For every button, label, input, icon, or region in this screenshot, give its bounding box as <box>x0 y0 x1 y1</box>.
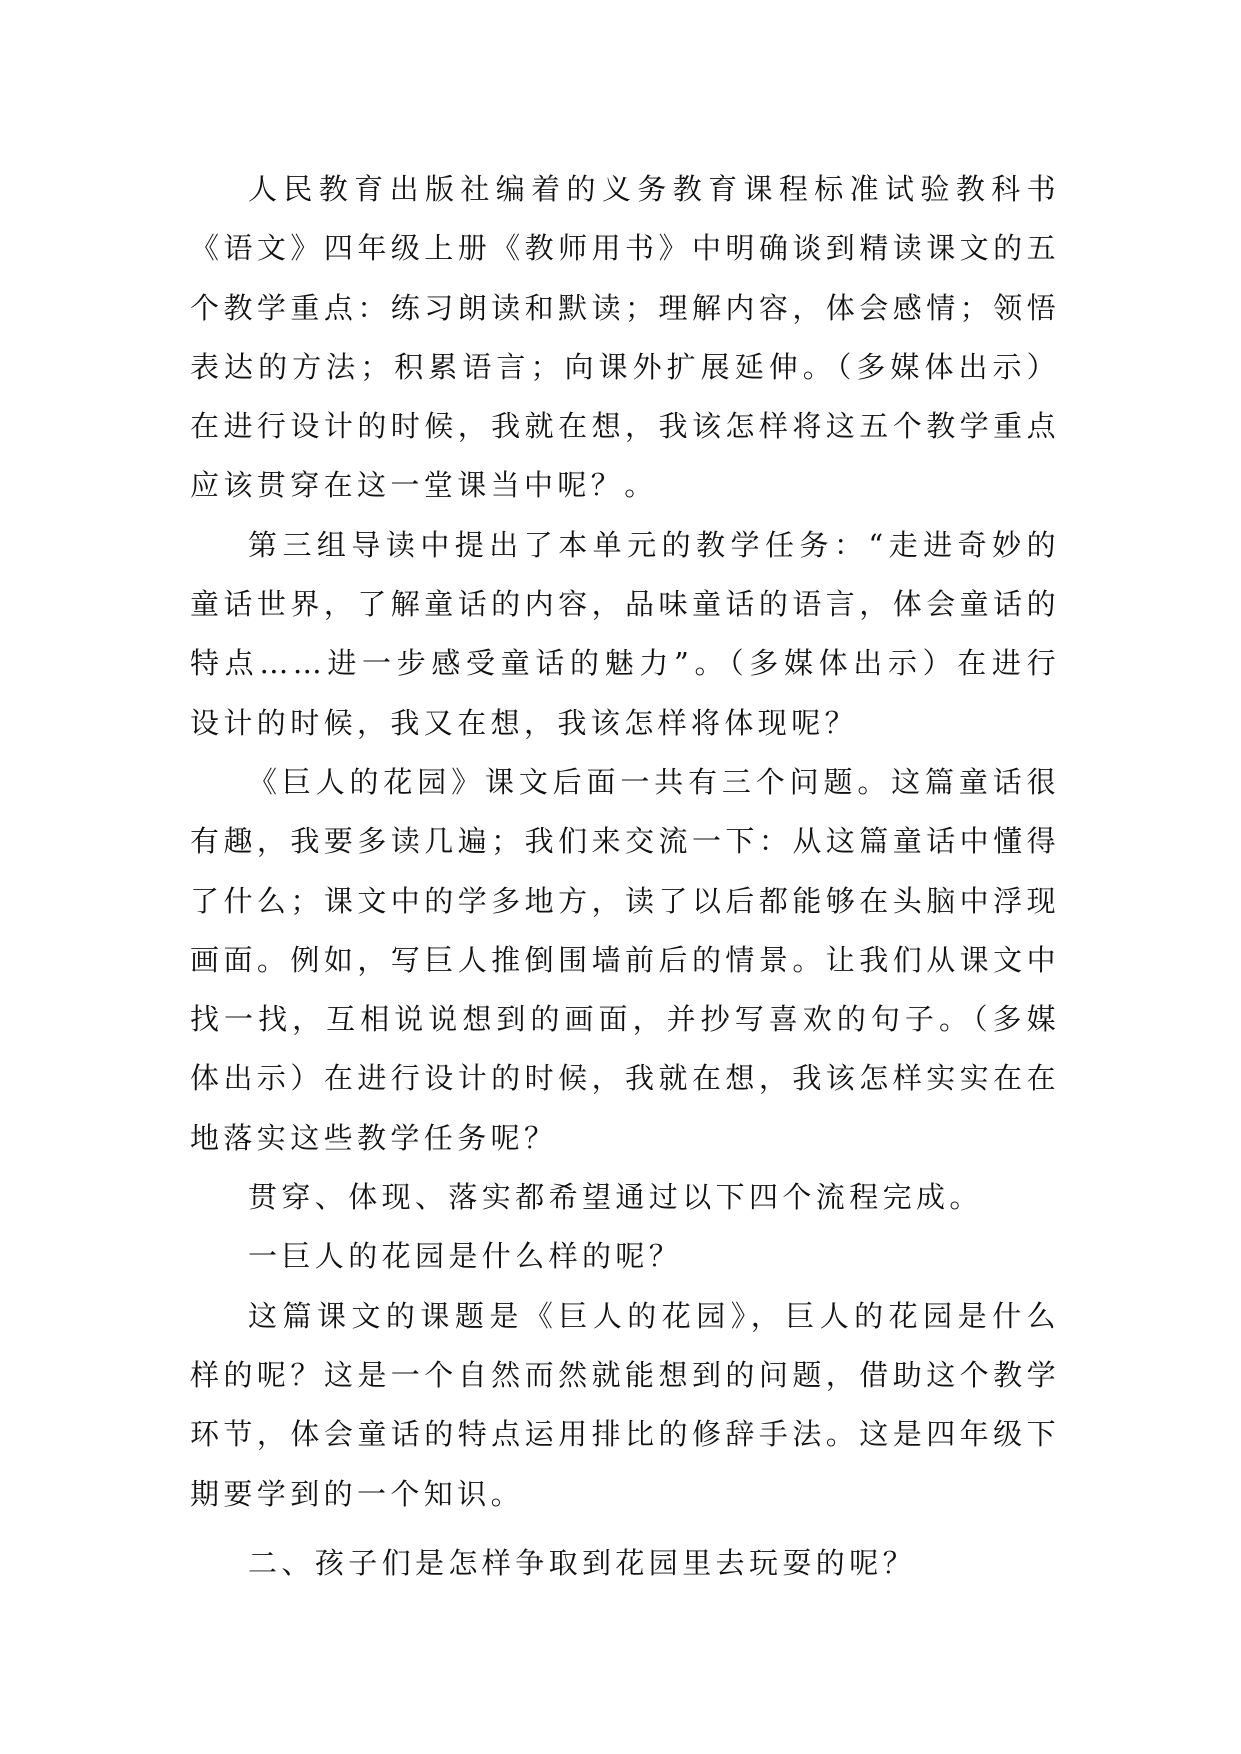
paragraph-unit-guide: 第三组导读中提出了本单元的教学任务：“走进奇妙的童话世界，了解童话的内容，品味童话的语言，体会童话的特点……进一步感受童话的魅力”。（多媒体出示）在进行设计的时候，我又在想，我该怎样将体现呢？ <box>190 527 1060 740</box>
paragraph-lesson-questions: 《巨人的花园》课文后面一共有三个问题。这篇童话很有趣，我要多读几遍；我们来交流一下：从这篇童话中懂得了什么；课文中的学多地方，读了以后都能够在头脑中浮现画面。例如，写巨人推倒围墙前后的情景。让我们从课文中找一找，互相说说想到的画面，并抄写喜欢的句子。（多媒体出示）在进行设计的时候，我就在想，我该怎样实实在在地落实这些教学任务呢？ <box>190 764 1060 1155</box>
paragraph-section-one-body: 这篇课文的课题是《巨人的花园》，巨人的花园是什么样的呢？这是一个自然而然就能想到的问题，借助这个教学环节，体会童话的特点运用排比的修辞手法。这是四年级下期要学到的一个知识。 <box>190 1298 1060 1511</box>
paragraph-process-summary: 贯穿、体现、落实都希望通过以下四个流程完成。 <box>248 1180 983 1215</box>
section-heading-one: 一巨人的花园是什么样的呢？ <box>248 1239 683 1274</box>
document-body <box>190 160 1060 1593</box>
paragraph-intro: 人民教育出版社编着的义务教育课程标准试验教科书《语文》四年级上册《教师用书》中明确谈到精读课文的五个教学重点：练习朗读和默读；理解内容，体会感情；领悟表达的方法；积累语言；向课外扩展延伸。（多媒体出示）在进行设计的时候，我就在想，我该怎样将这五个教学重点应该贯穿在这一堂课当中呢？。 <box>190 172 1060 503</box>
section-heading-two: 二、孩子们是怎样争取到花园里去玩耍的呢？ <box>248 1545 917 1580</box>
